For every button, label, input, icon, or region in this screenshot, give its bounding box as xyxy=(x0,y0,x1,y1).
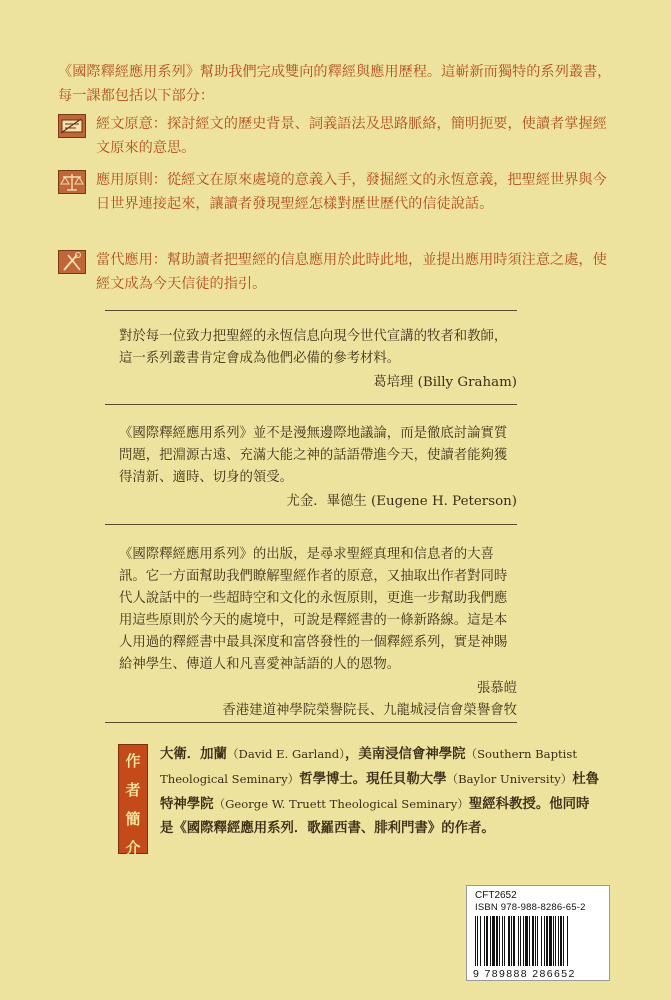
quote-text: 對於每一位致力把聖經的永恆信息向現今世代宣講的牧者和教師，這一系列叢書肯定會成為他們必備的參考材料。 xyxy=(119,329,508,366)
section-principles xyxy=(58,168,618,216)
bio-part: 大衛．加蘭 xyxy=(160,747,227,762)
section-text: 當代應用：幫助讀者把聖經的信息應用於此時此地，並提出應用時須注意之處，使經文成為今天信徒的指引。 xyxy=(96,252,607,292)
quote-author: 張慕皚 xyxy=(476,681,517,696)
bio-part: （David E. Garland） xyxy=(226,747,345,761)
author-profile-tag xyxy=(118,744,148,857)
divider xyxy=(105,722,517,723)
section-original-meaning xyxy=(58,112,618,160)
scroll-icon xyxy=(58,114,86,138)
section-text: 應用原則：從經文在原來處境的意義入手，發掘經文的永恆意義，把聖經世界與今日世界連接起來，讓讀者發現聖經怎樣對歷世歷代的信徒說話。 xyxy=(96,172,607,212)
tag-char: 簡 xyxy=(125,810,141,828)
barcode-digits: 9 789888 286652 xyxy=(473,968,576,980)
bio-part: （Southern Baptist Theological Seminary） xyxy=(160,747,577,786)
endorsement-graham xyxy=(119,326,517,394)
bio-part: （George W. Truett Theological Seminary） xyxy=(213,797,469,811)
divider xyxy=(105,524,517,525)
quote-author-title: 香港建道神學院榮譽院長、九龍城浸信會榮譽會牧 xyxy=(222,703,517,718)
endorsement-cheung xyxy=(119,544,517,722)
bio-part: 哲學博士。現任貝勒大學 xyxy=(299,772,447,787)
product-code: CFT2652 xyxy=(475,890,517,901)
section-application xyxy=(58,248,618,296)
tag-char: 者 xyxy=(125,781,141,799)
scales-icon xyxy=(58,170,86,194)
section-text: 經文原意：探討經文的歷史背景、詞義語法及思路脈絡，簡明扼要，使讀者掌握經文原來的意思。 xyxy=(96,116,607,156)
divider xyxy=(105,404,517,405)
author-bio xyxy=(160,742,600,841)
barcode-icon xyxy=(473,916,605,968)
bio-part: 聖經科教授。他同時是《國際釋經應用系列．歌羅西書、腓利門書》的作者。 xyxy=(160,797,590,836)
series-intro: 《國際釋經應用系列》幫助我們完成雙向的釋經與應用歷程。這嶄新而獨特的系列叢書，每一課都包括以下部分： xyxy=(58,64,612,104)
isbn-barcode xyxy=(466,885,610,981)
endorsement-peterson xyxy=(119,423,517,513)
tag-char: 作 xyxy=(125,752,141,770)
bio-part: ，美南浸信會神學院 xyxy=(344,747,466,762)
quote-author: 尤金．畢德生 (Eugene H. Peterson) xyxy=(286,494,517,509)
quote-text: 《國際釋經應用系列》的出版，是尋求聖經真理和信息者的大喜訊。它一方面幫助我們瞭解聖經作者的原意，又抽取出作者對同時代人說話中的一些超時空和文化的永恆原則，更進一步幫助我們應用這些原則於今天的處境中，可說是釋經書的一條新路線。這是本人用過的釋經書中最具深度和富啓發性的一個釋經系列，實是神賜給神學生、傳道人和凡喜愛神話語的人的恩物。 xyxy=(119,547,508,672)
tools-icon xyxy=(58,250,86,274)
quote-author: 葛培理 (Billy Graham) xyxy=(373,375,517,390)
divider xyxy=(105,310,517,311)
bio-part: 杜魯特神學院 xyxy=(160,772,600,812)
isbn-number: ISBN 978-988-8286-65-2 xyxy=(475,902,586,913)
tag-char: 介 xyxy=(125,839,141,857)
quote-text: 《國際釋經應用系列》並不是漫無邊際地議論，而是徹底討論實質問題，把淵源古遠、充滿大能之神的話語帶進今天，使讀者能夠獲得清新、適時、切身的領受。 xyxy=(119,426,508,485)
bio-part: （Baylor University） xyxy=(446,772,573,786)
